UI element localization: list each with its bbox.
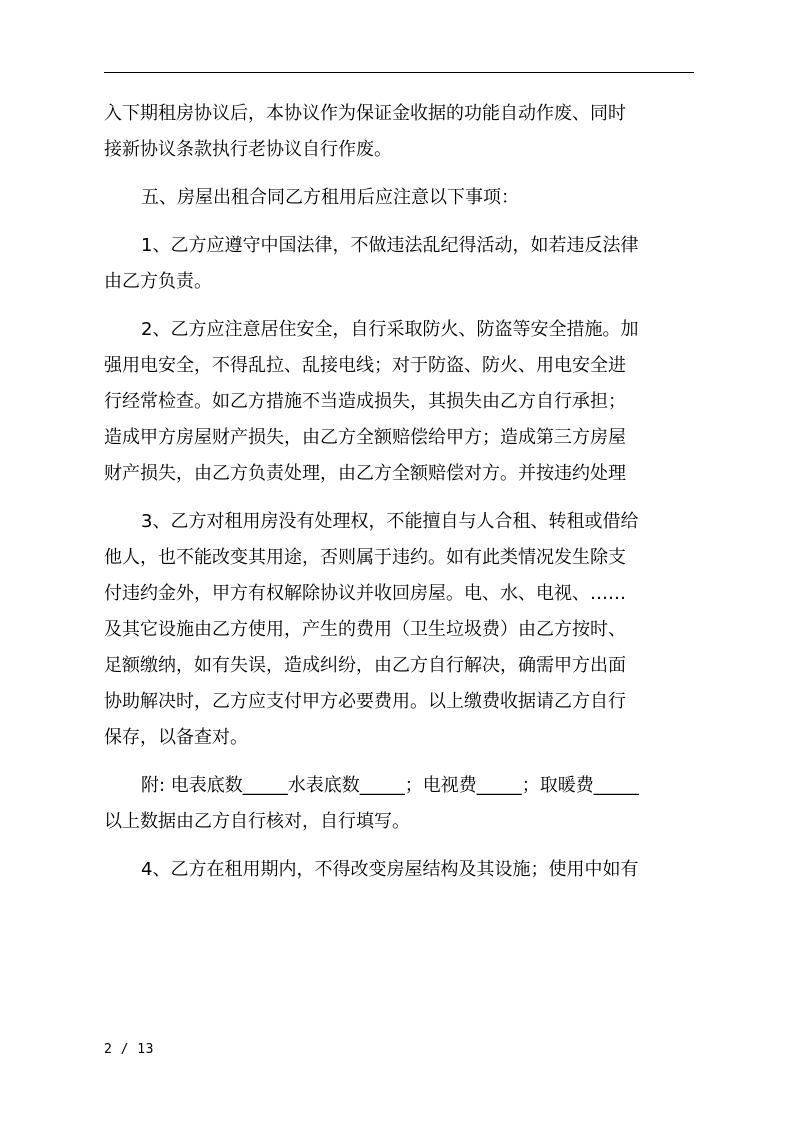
text-line: 保存，以备查对。 (104, 727, 248, 748)
text-line: 协助解决时，乙方应支付甲方必要费用。以上缴费收据请乙方自行 (104, 691, 626, 712)
text-line: 五、房屋出租合同乙方租用后应注意以下事项： (141, 187, 519, 208)
text-line: 付违约金外，甲方有权解除协议并收回房屋。电、水、电视、…… (104, 583, 626, 604)
text-line: 行经常检查。如乙方措施不当造成损失，其损失由乙方自行承担； (104, 391, 626, 412)
text-line: 以上数据由乙方自行核对，自行填写。 (104, 811, 410, 832)
text-line: 由乙方负责。 (104, 271, 212, 292)
paragraph (104, 852, 694, 888)
paragraph (104, 96, 694, 168)
paragraph (104, 504, 694, 756)
text-line: 及其它设施由乙方使用，产生的费用（卫生垃圾费）由乙方按时、 (104, 619, 626, 640)
text-line: 2、乙方应注意居住安全，自行采取防火、防盗等安全措施。加 (141, 319, 639, 340)
section-heading (104, 180, 694, 216)
document-body (104, 96, 694, 900)
text-line: 入下期租房协议后，本协议作为保证金收据的功能自动作废、同时 (104, 103, 626, 124)
paragraph (104, 228, 694, 300)
text-line: 4、乙方在租用期内，不得改变房屋结构及其设施；使用中如有 (141, 859, 639, 880)
text-line: 3、乙方对租用房没有处理权，不能擅自与人合租、转租或借给 (141, 511, 639, 532)
text-line: 造成甲方房屋财产损失，由乙方全额赔偿给甲方；造成第三方房屋 (104, 427, 626, 448)
text-line: 财产损失，由乙方负责处理，由乙方全额赔偿对方。并按违约处理 (104, 463, 626, 484)
page-number: 2 / 13 (104, 1042, 154, 1057)
header-rule (104, 72, 694, 73)
text-line: 强用电安全，不得乱拉、乱接电线；对于防盗、防火、用电安全进 (104, 355, 626, 376)
paragraph (104, 768, 694, 840)
paragraph (104, 312, 694, 492)
text-line: 附: 电表底数_____水表底数_____；电视费_____；取暖费_____ (141, 775, 639, 796)
text-line: 足额缴纳，如有失误，造成纠纷，由乙方自行解决，确需甲方出面 (104, 655, 626, 676)
text-line: 1、乙方应遵守中国法律，不做违法乱纪得活动，如若违反法律 (141, 235, 639, 256)
text-line: 接新协议条款执行老协议自行作废。 (104, 139, 392, 160)
text-line: 他人，也不能改变其用途，否则属于违约。如有此类情况发生除支 (104, 547, 626, 568)
